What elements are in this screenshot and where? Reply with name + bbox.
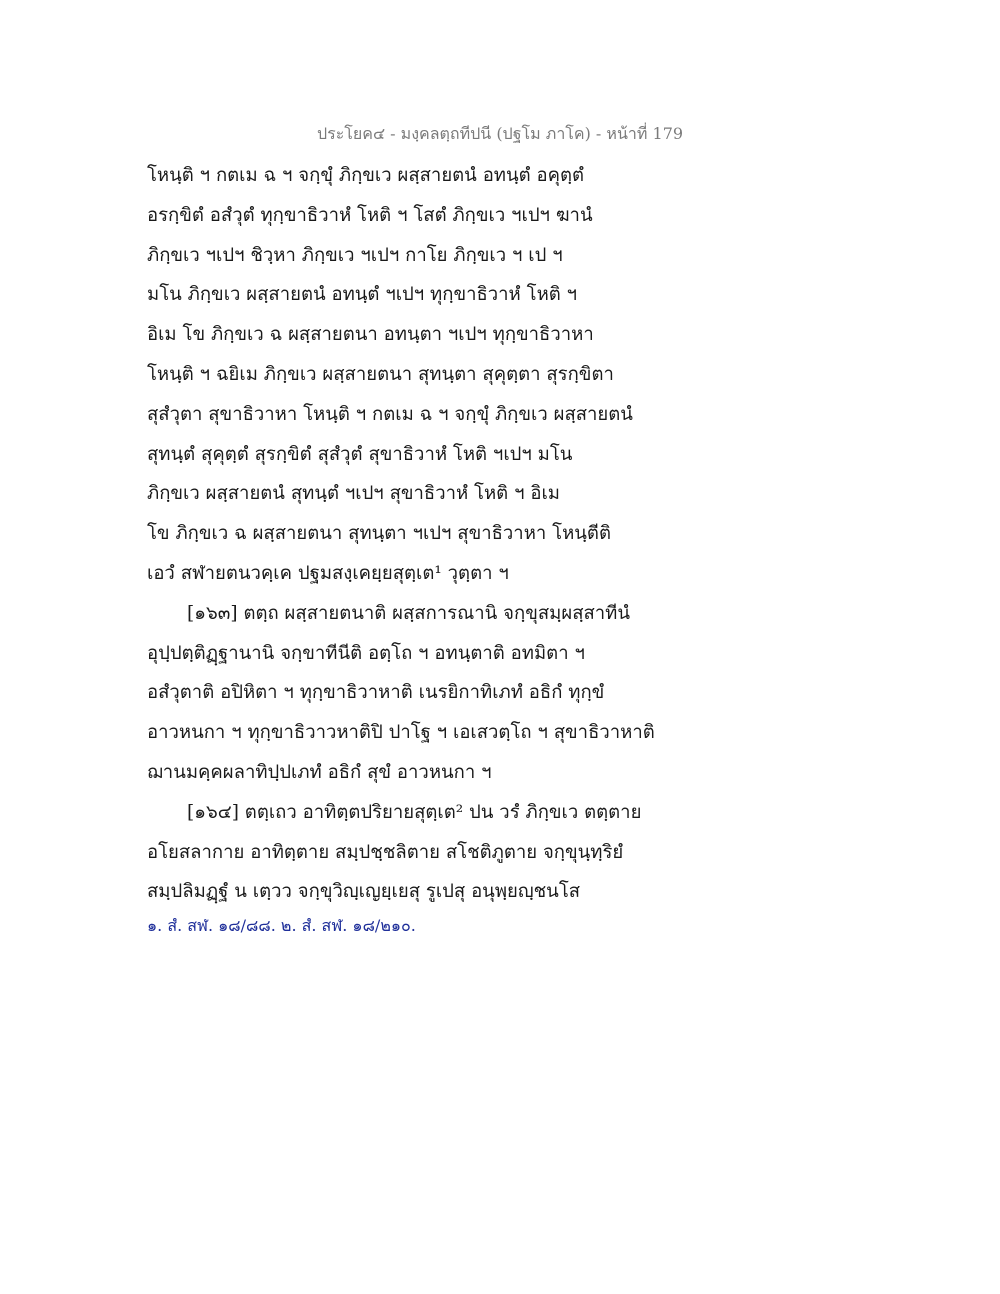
text-line: สุทนฺตํ สุคุตฺตํ สุรกฺขิตํ สุสํวุตํ สุขาธิวาหํ โหติ ฯเปฯ มโน	[147, 443, 573, 465]
paragraph-164-first-line: [๑๖๔] ตตฺเถว อาทิตฺตปริยายสุตฺเต² ปน วรํ ภิกฺขเว ตตฺตาย	[187, 801, 642, 823]
paragraph-163-first-line: [๑๖๓] ตตฺถ ผสฺสายตนาติ ผสฺสการณานิ จกฺขุสมฺผสฺสาทีนํ	[187, 602, 631, 624]
text-line: อสํวุตาติ อปิหิตา ฯ ทุกฺขาธิวาหาติ เนรยิกาทิเภทํ อธิกํ ทุกฺขํ	[147, 682, 605, 704]
text-line: อรกฺขิตํ อสํวุตํ ทุกฺขาธิวาหํ โหติ ฯ โสตํ ภิกฺขเว ฯเปฯ ฆานํ	[147, 204, 593, 226]
body-text	[147, 156, 707, 938]
text-line: โหนฺติ ฯ กตเม ฉ ฯ จกฺขุํ ภิกฺขเว ผสฺสายตนํ อทนฺตํ อคุตฺตํ	[147, 165, 585, 186]
text-line: สุสํวุตา สุขาธิวาหา โหนฺติ ฯ กตเม ฉ ฯ จกฺขุํ ภิกฺขเว ผสฺสายตนํ	[147, 403, 633, 425]
text-line: ภิกฺขเว ฯเปฯ ชิวฺหา ภิกฺขเว ฯเปฯ กาโย ภิกฺขเว ฯ เป ฯ	[147, 244, 563, 266]
footnote: ๑. สํ. สฬ. ๑๘/๘๘. ๒. สํ. สฬ. ๑๘/๒๑๐.	[147, 916, 416, 936]
text-line: อโยสลากาย อาทิตฺตาย สมฺปชฺชลิตาย สโชติภูตาย จกฺขุนฺทฺริยํ	[147, 841, 624, 863]
text-line: อิเม โข ภิกฺขเว ฉ ผสฺสายตนา อทนฺตา ฯเปฯ ทุกฺขาธิวาหา	[147, 324, 594, 346]
text-line: สมฺปลิมฏฺฐํ น เตฺวว จกฺขุวิญฺเญยฺเยสุ รูเปสุ อนุพฺยญฺชนโส	[147, 881, 581, 903]
text-line: เอวํ สฬายตนวคฺเค ปฐมสงฺเคยฺยสุตฺเต¹ วุตฺตา ฯ	[147, 562, 509, 584]
text-line: อุปฺปตฺติฏฺฐานานิ จกฺขาทีนีติ อตฺโถ ฯ อทนฺตาติ อทมิตา ฯ	[147, 642, 585, 664]
text-line: โหนฺติ ฯ ฉยิเม ภิกฺขเว ผสฺสายตนา สุทนฺตา สุคุตฺตา สุรกฺขิตา	[147, 363, 614, 385]
text-line: ภิกฺขเว ผสฺสายตนํ สุทนฺตํ ฯเปฯ สุขาธิวาหํ โหติ ฯ อิเม	[147, 483, 560, 505]
running-head: ประโยค๔ - มงฺคลตฺถทีปนี (ปฐโม ภาโค) - หน้าที่ 179	[316, 124, 684, 143]
text-line: อาวหนกา ฯ ทุกฺขาธิวาวหาติปิ ปาโฐ ฯ เอเสวตฺโถ ฯ สุขาธิวาหาติ	[147, 722, 655, 744]
text-line: ฌานมคฺคผลาทิปฺปเภทํ อธิกํ สุขํ อาวหนกา ฯ	[147, 761, 492, 783]
text-line: มโน ภิกฺขเว ผสฺสายตนํ อทนฺตํ ฯเปฯ ทุกฺขาธิวาหํ โหติ ฯ	[147, 284, 578, 306]
text-line: โข ภิกฺขเว ฉ ผสฺสายตนา สุทนฺตา ฯเปฯ สุขาธิวาหา โหนฺตีติ	[147, 523, 611, 545]
